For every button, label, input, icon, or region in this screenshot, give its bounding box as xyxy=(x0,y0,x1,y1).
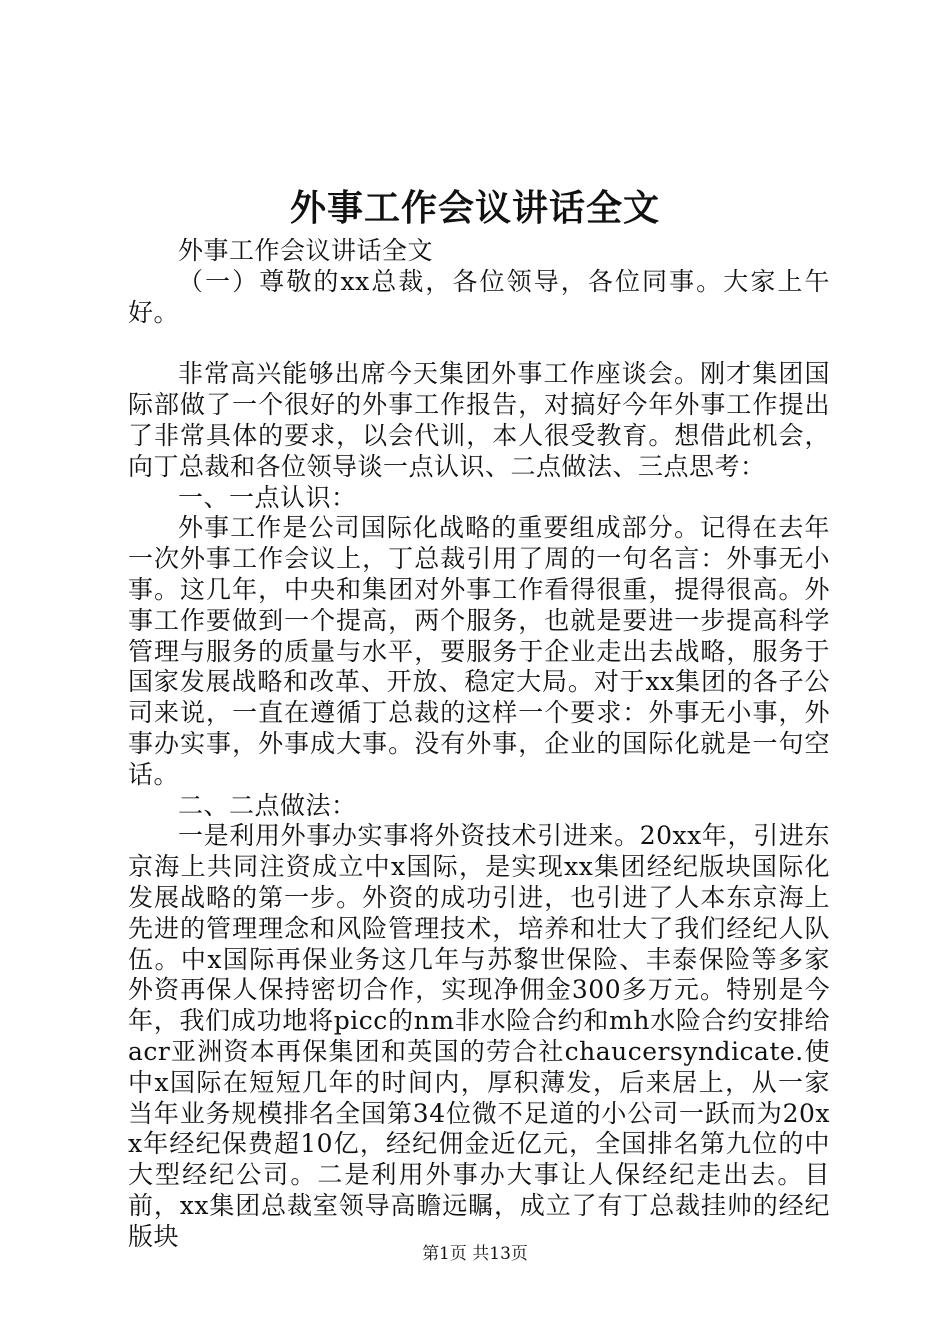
body-paragraph-recognition: 外事工作是公司国际化战略的重要组成部分。记得在去年一次外事工作会议上，丁总裁引用了周的一句名言：外事无小事。这几年，中央和集团对外事工作看得很重，提得很高。外事工作要做到一个提高，两个服务，也就是要进一步提高科学管理与服务的质量与水平，要服务于企业走出去战略，服务于国家发展战略和改革、开放、稳定大局。对于xx集团的各子公司来说，一直在遵循丁总裁的这样一个要求：外事无小事，外事办实事，外事成大事。没有外事，企业的国际化就是一句空话。 xyxy=(128,513,830,789)
body-paragraph-intro: 非常高兴能够出席今天集团外事工作座谈会。刚才集团国际部做了一个很好的外事工作报告，对搞好今年外事工作提出了非常具体的要求，以会代训，本人很受教育。想借此机会，向丁总裁和各位领导谈一点认识、二点做法、三点思考： xyxy=(128,359,830,481)
section-heading-recognition: 一、一点认识： xyxy=(178,482,357,512)
body-paragraph-practices: 一是利用外事办实事将外资技术引进来。20xx年，引进东京海上共同注资成立中x国际，是实现xx集团经纪版块国际化发展战略的第一步。外资的成功引进，也引进了人本东京海上先进的管理理念和风险管理技术，培养和壮大了我们经纪人队伍。中x国际再保业务这几年与苏黎世保险、丰泰保险等多家外资再保人保持密切合作，实现净佣金300多万元。特别是今年，我们成功地将picc的nm非水险合约和mh水险合约安排给acr亚洲资本再保集团和英国的劳合社chaucersyndicate.使中x国际在短短几年的时间内，厚积薄发，后来居上，从一家当年业务规模排名全国第34位微不足道的小公司一跃而为20xx年经纪保费超10亿，经纪佣金近亿元，全国排名第九位的中大型经纪公司。二是利用外事办大事让人保经纪走出去。目前，xx集团总裁室领导高瞻远瞩，成立了有丁总裁挂帅的经纪版块 xyxy=(128,821,830,1251)
section-heading-practices: 二、二点做法： xyxy=(178,790,357,820)
page-number-footer: 第1页 共13页 xyxy=(422,1244,528,1264)
document-title: 外事工作会议讲话全文 xyxy=(289,187,660,229)
document-body xyxy=(128,236,830,1253)
body-paragraph-greeting: （一）尊敬的xx总裁，各位领导，各位同事。大家上午好。 xyxy=(128,266,830,327)
body-paragraph-subtitle: 外事工作会议讲话全文 xyxy=(178,236,434,265)
